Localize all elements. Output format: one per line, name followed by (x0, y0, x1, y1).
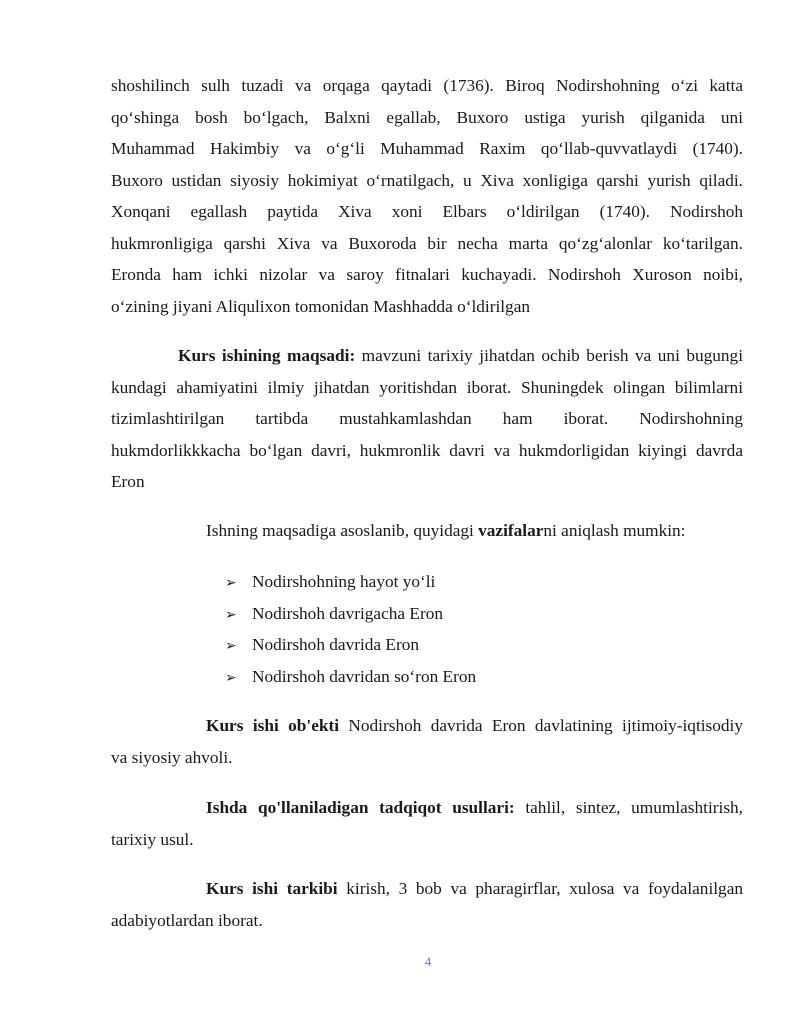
methods-label: Ishda qo'llaniladigan tadqiqot usullari: (206, 798, 515, 817)
goal-label: Kurs ishining maqsadi: (178, 346, 356, 365)
paragraph-history (111, 70, 743, 322)
text-line: hukmronligiga qarshi Xiva va Buxoroda bir necha marta qo‘zg‘alonlar ko‘tarilgan. (111, 233, 743, 253)
list-item: ➢ Nodirshoh davrigacha Eron (225, 598, 476, 630)
text-line: adabiyotlardan iborat. (111, 910, 263, 930)
object-label: Kurs ishi ob'ekti (206, 716, 340, 735)
text-line: hukmdorlikkkacha bo‘lgan davri, hukmronlik davri va hukmdorligidan kiyingi davrda (111, 440, 743, 460)
page-number: 4 (424, 954, 432, 969)
text-line: va siyosiy ahvoli. (111, 747, 233, 767)
task-list (225, 566, 476, 692)
text-line: qo‘shinga bosh bo‘lgach, Balxni egallab, Buxoro ustiga yurish qilganida uni (111, 107, 743, 127)
text-line: tarixiy usul. (111, 829, 194, 849)
paragraph-structure (111, 873, 743, 936)
text-line: tizimlashtirilgan tartibda mustahkamlashdan ham iborat. Nodirshohning (111, 409, 743, 428)
list-item: ➢ Nodirshoh davridan so‘ron Eron (225, 661, 476, 693)
text-line: kundagi ahamiyatini ilmiy jihatdan yoritishdan iborat. Shuningdek olingan bilimlarni (111, 377, 743, 397)
text-line: Muhammad Hakimbiy va o‘g‘li Muhammad Raxim qo‘llab-quvvatlaydi (1740). (111, 139, 743, 158)
text-line: shoshilinch sulh tuzadi va orqaga qaytadi (1736). Biroq Nodirshohning o‘zi katta (111, 76, 743, 95)
arrow-bullet-icon: ➢ (225, 638, 237, 654)
list-item: ➢ Nodirshoh davrida Eron (225, 629, 476, 661)
arrow-bullet-icon: ➢ (225, 669, 237, 686)
text-line: o‘zining jiyani Aliqulixon tomonidan Mashhadda o‘ldirilgan (111, 296, 531, 316)
text-line: Xonqani egallash paytida Xiva xoni Elbars o‘ldirilgan (1740). Nodirshoh (111, 202, 743, 221)
structure-label: Kurs ishi tarkibi (206, 879, 338, 898)
paragraph-goal (111, 340, 743, 498)
list-item: ➢ Nodirshohning hayot yo‘li (225, 566, 476, 598)
arrow-bullet-icon: ➢ (225, 606, 237, 623)
paragraph-object (111, 710, 743, 773)
tasks-label: vazifalar (478, 521, 544, 540)
paragraph-tasks-intro (111, 515, 743, 547)
arrow-bullet-icon: ➢ (225, 575, 237, 591)
text-line: Kurs ishi tarkibi kirish, 3 bob va pharagirflar, xulosa va foydalanilgan (206, 879, 744, 898)
text-line: Kurs ishi ob'ekti Nodirshoh davrida Eron davlatining ijtimoiy-iqtisodiy (206, 716, 744, 735)
text-line: Kurs ishining maqsadi: mavzuni tarixiy jihatdan ochib berish va uni bugungi (178, 346, 743, 365)
text-line: Eron (111, 472, 145, 491)
text-line: Buxoro ustidan siyosiy hokimiyat o‘rnatilgach, u Xiva xonligiga qarshi yurish qiladi. (111, 170, 743, 190)
paragraph-methods (111, 792, 743, 855)
text-line: Ishning maqsadiga asoslanib, quyidagi vazifalarni aniqlash mumkin: (206, 521, 686, 540)
text-line: Eronda ham ichki nizolar va saroy fitnalari kuchayadi. Nodirshoh Xuroson noibi, (111, 265, 743, 284)
text-line: Ishda qo'llaniladigan tadqiqot usullari: tahlil, sintez, umumlashtirish, (206, 798, 744, 817)
